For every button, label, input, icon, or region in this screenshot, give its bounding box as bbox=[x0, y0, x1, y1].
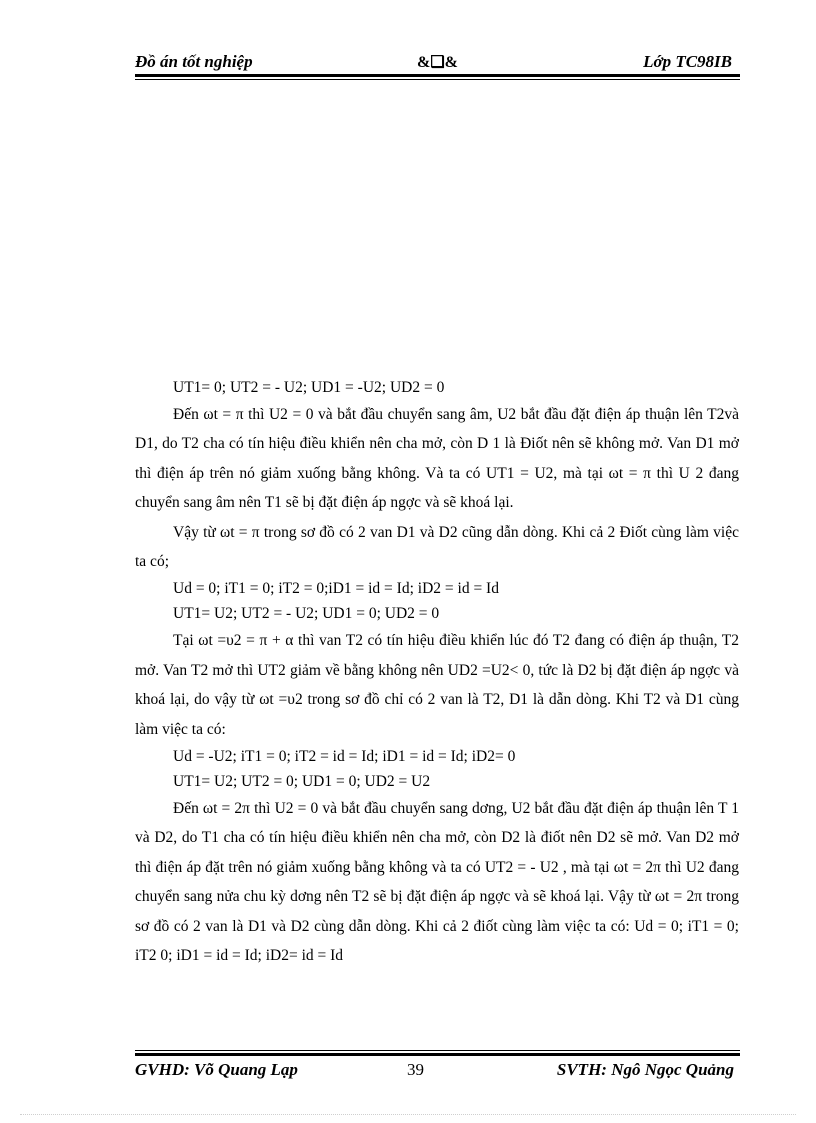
header-ornament: &❑& bbox=[417, 54, 458, 71]
equation-4: Ud = -U2; iT1 = 0; iT2 = id = Id; iD1 = id = Id; iD2= 0 bbox=[173, 748, 516, 766]
page-header bbox=[135, 50, 740, 78]
equation-1: UT1= 0; UT2 = - U2; UD1 = -U2; UD2 = 0 bbox=[173, 379, 445, 396]
page-edge-divider bbox=[20, 1114, 796, 1115]
equation-5: UT1= U2; UT2 = 0; UD1 = 0; UD2 = U2 bbox=[173, 773, 431, 791]
paragraph-4: Đến ωt = 2π thì U2 = 0 và bắt đầu chuyển sang dơng, U2 bắt đầu đặt điện áp thuận lên T 1 và D2, do T1 cha có tín hiệu điều khiển nên cha mở, còn D2 là điốt nên D2 sẽ mở. Van D2 mở thì điện áp đặt trên nó giảm xuống bằng không và ta có UT2 = - U2 , mà tại ωt = 2π thì U2 đang chuyển sang nửa chu kỳ dơng nên T2 sẽ bị đặt điện áp ngợc và sẽ khoá lại. Vậy từ ωt = 2π trong sơ đồ có 2 van là D1 và D2 cùng dẫn dòng. Khi cả 2 điốt cùng làm việc ta có: Ud = 0; iT1 = 0; iT2 0; iD1 = id = Id; iD2= id = Id bbox=[135, 800, 739, 965]
header-right: Lớp TC98IB bbox=[643, 52, 732, 71]
page-footer bbox=[135, 1050, 740, 1080]
equation-2: Ud = 0; iT1 = 0; iT2 = 0;iD1 = id = Id; iD2 = id = Id bbox=[173, 580, 499, 598]
footer-rule-thick bbox=[135, 1053, 740, 1056]
header-left: Đồ án tốt nghiệp bbox=[135, 52, 253, 71]
footer-right: SVTH: Ngô Ngọc Quảng bbox=[556, 1060, 734, 1079]
equation-3: UT1= U2; UT2 = - U2; UD1 = 0; UD2 = 0 bbox=[173, 605, 440, 623]
header-rule-thin bbox=[135, 79, 740, 80]
header-rule-thick bbox=[135, 74, 740, 77]
paragraph-1: Đến ωt = π thì U2 = 0 và bắt đầu chuyển sang âm, U2 bắt đầu đặt điện áp thuận lên T2và D1, do T2 cha có tín hiệu điều khiển nên cha mở, còn D 1 là Điốt nên sẽ không mở. Van D1 mở thì điện áp trên nó giảm xuống bằng không. Và ta có UT1 = U2, mà tại ωt = π thì U 2 đang chuyển sang âm nên T1 sẽ bị đặt điện áp ngợc và sẽ khoá lại. bbox=[135, 406, 739, 512]
document-body bbox=[135, 376, 739, 971]
page-number: 39 bbox=[407, 1060, 424, 1079]
footer-rule-thin bbox=[135, 1050, 740, 1051]
paragraph-2: Vậy từ ωt = π trong sơ đồ có 2 van D1 và D2 cũng dẫn dòng. Khi cả 2 Điốt cùng làm việc ta có; bbox=[135, 523, 739, 571]
paragraph-3: Tại ωt =υ2 = π + α thì van T2 có tín hiệu điều khiển lúc đó T2 đang có điện áp thuận, T2 mở. Van T2 mở thì UT2 giảm về bằng không nên UD2 =U2< 0, tức là D2 bị đặt điện áp ngợc và khoá lại, do vậy từ ωt =υ2 trong sơ đồ chỉ có 2 van là T2, D1 là dẫn dòng. Khi T2 và D1 cùng làm việc ta có: bbox=[135, 632, 739, 738]
footer-left: GVHD: Võ Quang Lạp bbox=[135, 1060, 298, 1079]
